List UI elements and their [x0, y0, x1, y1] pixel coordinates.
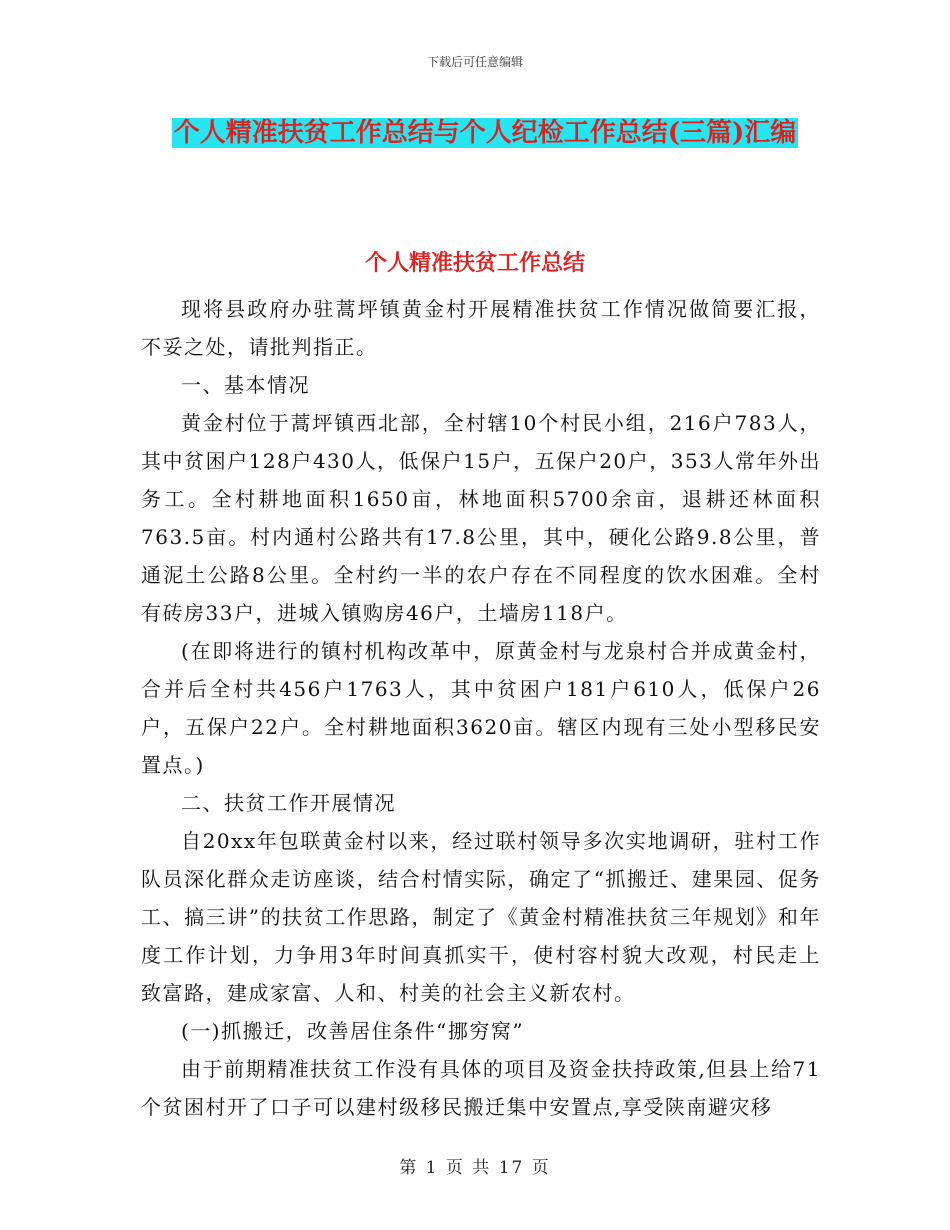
paragraph: 一、基本情况 [181, 373, 310, 397]
paragraph: 由于前期精准扶贫工作没有具体的项目及资金扶持政策,但县上给71个贫困村开了口子可以建村级移民搬迁集中安置点,享受陕南避灾移 [141, 1057, 821, 1119]
paragraph: 现将县政府办驻蒿坪镇黄金村开展精准扶贫工作情况做简要汇报，不妥之处，请批判指正。 [141, 297, 821, 359]
paragraph: 二、扶贫工作开展情况 [181, 791, 396, 815]
paragraph: (一)抓搬迁，改善居住条件“挪穷窝” [181, 1019, 525, 1043]
page-number: 第 1 页 共 17 页 [399, 1158, 551, 1178]
document-title [140, 110, 830, 156]
paragraph: 自20xx年包联黄金村以来，经过联村领导多次实地调研，驻村工作队员深化群众走访座谈，结合村情实际，确定了“抓搬迁、建果园、促务工、搞三讲”的扶贫工作思路，制定了《黄金村精准扶贫三年规划》和年度工作计划，力争用3年时间真抓实干，使村容村貌大改观，村民走上致富路，建成家富、人和、村美的社会主义新农村。 [141, 829, 821, 1005]
paragraph: (在即将进行的镇村机构改革中，原黄金村与龙泉村合并成黄金村，合并后全村共456户1763人，其中贫困户181户610人，低保户26户，五保户22户。全村耕地面积3620亩。辖区内现有三处小型移民安置点。) [141, 639, 821, 777]
header-note: 下载后可任意编辑 [426, 55, 523, 69]
document-body [141, 290, 821, 1126]
document-title-text: 个人精准扶贫工作总结与个人纪检工作总结(三篇)汇编 [173, 118, 797, 148]
paragraph: 黄金村位于蒿坪镇西北部，全村辖10个村民小组，216户783人，其中贫困户128户430人，低保户15户，五保户20户，353人常年外出务工。全村耕地面积1650亩，林地面积5700余亩，退耕还林面积763.5亩。村内通村公路共有17.8公里，其中，硬化公路9.8公里，普通泥土公路8公里。全村约一半的农户存在不同程度的饮水困难。全村有砖房33户，进城入镇购房46户，土墙房118户。 [141, 411, 821, 625]
section-title: 个人精准扶贫工作总结 [364, 250, 585, 276]
